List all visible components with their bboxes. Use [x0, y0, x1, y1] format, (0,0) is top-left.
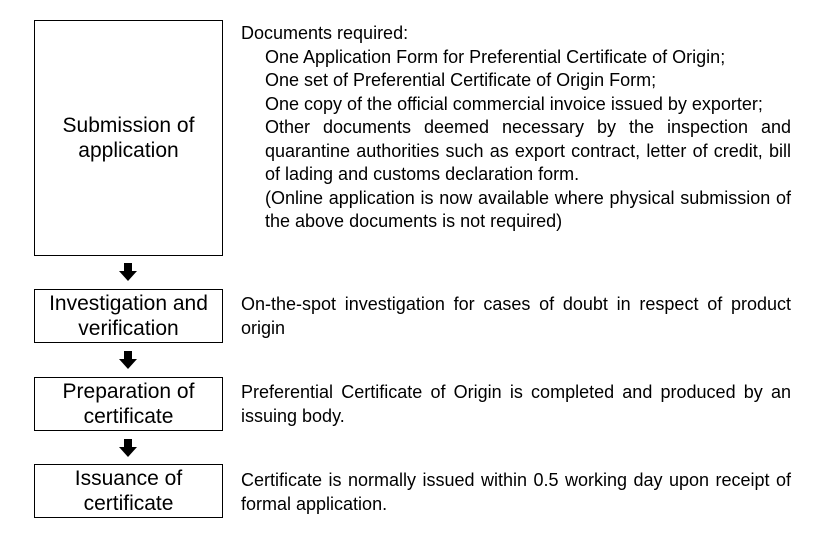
document-item: One set of Preferential Certificate of Origin Form; [265, 70, 657, 90]
step-description-investigation: On-the-spot investigation for cases of doubt in respect of product origin [241, 294, 791, 338]
arrow-down-icon [119, 351, 137, 369]
step-label-issuance: Issuance of certificate [74, 467, 183, 515]
documents-required-heading: Documents required: [241, 23, 409, 43]
document-item: One copy of the official commercial invoice issued by exporter; [265, 93, 763, 114]
step-box-issuance [34, 464, 223, 518]
online-note: (Online application is now available where physical submission of the above documents is not required) [265, 187, 791, 231]
arrow-down-icon [119, 263, 137, 281]
step-label-investigation: Investigation and verification [49, 292, 208, 340]
step-description-submission [241, 22, 791, 234]
step-box-investigation [34, 289, 223, 343]
arrow-down-icon [119, 439, 137, 457]
document-item: Other documents deemed necessary by the inspection and quarantine authorities such as export contract, letter of credit, bill of lading and customs declaration form. [265, 117, 791, 184]
document-item: One Application Form for Preferential Certificate of Origin; [265, 46, 726, 67]
step-label-preparation: Preparation of certificate [62, 380, 195, 428]
step-label-submission: Submission of application [62, 114, 195, 162]
step-box-preparation [34, 377, 223, 431]
step-description-issuance: Certificate is normally issued within 0.5 working day upon receipt of formal application. [241, 470, 791, 514]
step-description-preparation: Preferential Certificate of Origin is completed and produced by an issuing body. [241, 382, 791, 426]
step-box-submission [34, 20, 223, 256]
